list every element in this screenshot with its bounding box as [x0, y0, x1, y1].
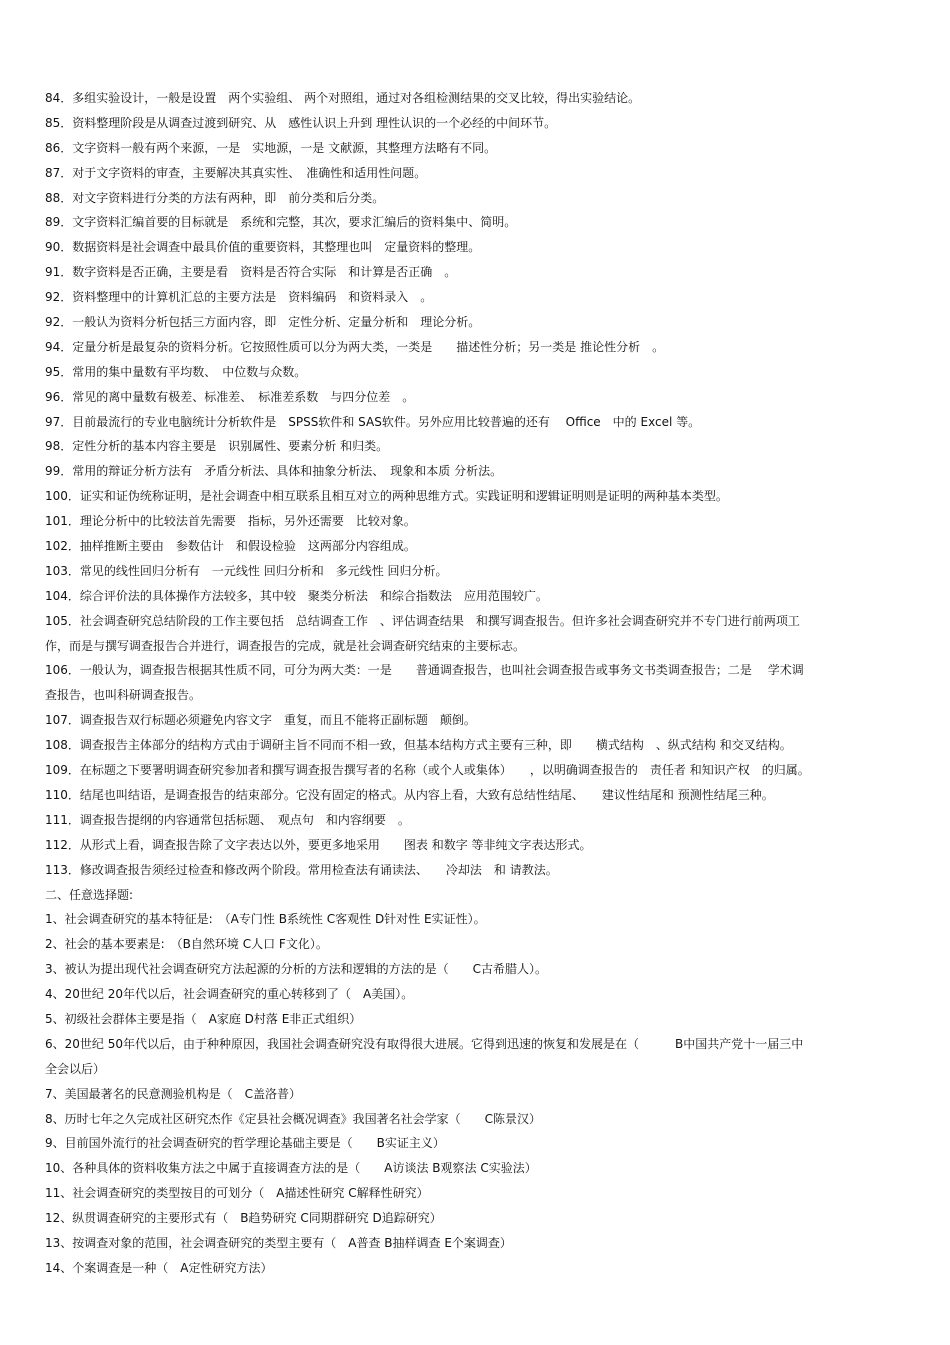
text-line: 102．抽样推断主要由 参数估计 和假设检验 这两部分内容组成。 — [45, 539, 416, 554]
text-line: 8、历时七年之久完成社区研究杰作《定县社会概况调查》我国著名社会学家（ C陈景汉） — [45, 1111, 542, 1126]
text-line: 109．在标题之下要署明调查研究参加者和撰写调查报告撰写者的名称（或个人或集体） ，以明确调查报告的 责任者 和知识产权 的归属。 — [45, 763, 810, 778]
text-line: 100．证实和证伪统称证明，是社会调查中相互联系且相互对立的两种思维方式。实践证明和逻辑证明则是证明的两种基本类型。 — [45, 489, 728, 504]
text-line: 92．一般认为资料分析包括三方面内容，即 定性分析、定量分析和 理论分析。 — [45, 315, 481, 330]
text-line: 查报告，也叫科研调查报告。 — [45, 688, 202, 703]
text-line: 二、任意选择题: — [45, 887, 134, 902]
text-line: 14、个案调查是一种（ A定性研究方法） — [45, 1260, 273, 1275]
document-body — [45, 86, 907, 1281]
text-line: 3、被认为提出现代社会调查研究方法起源的分析的方法和逻辑的方法的是（ C古希腊人）。 — [45, 962, 548, 977]
text-line: 作，而是与撰写调查报告合并进行，调查报告的完成，就是社会调查研究结束的主要标志。 — [45, 638, 526, 653]
text-line: 4、20世纪 20年代以后，社会调查研究的重心转移到了（ A美国）。 — [45, 987, 414, 1002]
text-line: 106．一般认为，调查报告根据其性质不同，可分为两大类：一是 普通调查报告，也叫社会调查报告或事务文书类调查报告；二是 学术调 — [45, 663, 804, 678]
text-line: 87．对于文字资料的审查，主要解决其真实性、 准确性和适用性问题。 — [45, 165, 427, 180]
text-line: 90．数据资料是社会调查中最具价值的重要资料，其整理也叫 定量资料的整理。 — [45, 240, 481, 255]
text-line: 104．综合评价法的具体操作方法较多，其中较 聚类分析法 和综合指数法 应用范围较广。 — [45, 588, 548, 603]
text-line: 107．调查报告双行标题必须避免内容文字 重复，而且不能将正副标题 颠倒。 — [45, 713, 476, 728]
text-line: 97．目前最流行的专业电脑统计分析软件是 SPSS软件和 SAS软件。另外应用比较普遍的还有 Office 中的 Excel 等。 — [45, 414, 701, 429]
text-line: 13、按调查对象的范围，社会调查研究的类型主要有（ A普查 B抽样调查 E个案调查） — [45, 1235, 512, 1250]
text-line: 96．常见的离中量数有极差、标准差、 标准差系数 与四分位差 。 — [45, 389, 415, 404]
text-line: 98．定性分析的基本内容主要是 识别属性、要素分析 和归类。 — [45, 439, 389, 454]
text-line: 101．理论分析中的比较法首先需要 指标，另外还需要 比较对象。 — [45, 514, 416, 529]
text-line: 88．对文字资料进行分类的方法有两种，即 前分类和后分类。 — [45, 190, 385, 205]
text-line: 6、20世纪 50年代以后，由于种种原因，我国社会调查研究没有取得很大进展。它得到迅速的恢复和发展是在（ B中国共产党十一届三中 — [45, 1036, 804, 1051]
text-line: 91．数字资料是否正确，主要是看 资料是否符合实际 和计算是否正确 。 — [45, 265, 457, 280]
text-line: 2、社会的基本要素是: （B自然环境 C人口 F文化）。 — [45, 937, 328, 952]
text-line: 111．调查报告提纲的内容通常包括标题、 观点句 和内容纲要 。 — [45, 812, 410, 827]
text-line: 5、初级社会群体主要是指（ A家庭 D村落 E非正式组织） — [45, 1011, 362, 1026]
text-line: 11、社会调查研究的类型按目的可划分（ A描述性研究 C解释性研究） — [45, 1186, 429, 1201]
text-line: 112．从形式上看，调查报告除了文字表达以外，要更多地采用 图表 和数字 等非纯文字表达形式。 — [45, 837, 592, 852]
text-line: 10、各种具体的资料收集方法之中属于直接调查方法的是（ A访谈法 B观察法 C实验法） — [45, 1161, 537, 1176]
text-line: 92．资料整理中的计算机汇总的主要方法是 资料编码 和资料录入 。 — [45, 290, 433, 305]
text-line: 86．文字资料一般有两个来源，一是 实地源，一是 文献源，其整理方法略有不同。 — [45, 140, 497, 155]
text-line: 95．常用的集中量数有平均数、 中位数与众数。 — [45, 364, 307, 379]
text-line: 105．社会调查研究总结阶段的工作主要包括 总结调查工作 、评估调查结果 和撰写调查报告。但许多社会调查研究并不专门进行前两项工 — [45, 613, 800, 628]
text-line: 85．资料整理阶段是从调查过渡到研究、从 感性认识上升到 理性认识的一个必经的中间环节。 — [45, 115, 557, 130]
text-line: 108．调查报告主体部分的结构方式由于调研主旨不同而不相一致，但基本结构方式主要有三种，即 横式结构 、纵式结构 和交叉结构。 — [45, 738, 792, 753]
text-line: 7、美国最著名的民意测验机构是（ C盖洛普） — [45, 1086, 302, 1101]
text-line: 103．常见的线性回归分析有 一元线性 回归分析和 多元线性 回归分析。 — [45, 563, 448, 578]
text-line: 1、社会调查研究的基本特征是: （A专门性 B系统性 C客观性 D针对性 E实证性）。 — [45, 912, 486, 927]
text-line: 99．常用的辩证分析方法有 矛盾分析法、具体和抽象分析法、 现象和本质 分析法。 — [45, 464, 503, 479]
text-line: 9、目前国外流行的社会调查研究的哲学理论基础主要是（ B实证主义） — [45, 1136, 445, 1151]
text-line: 全会以后） — [45, 1061, 106, 1076]
text-line: 94．定量分析是最复杂的资料分析。它按照性质可以分为两大类，一类是 描述性分析；另一类是 推论性分析 。 — [45, 339, 665, 354]
text-line: 12、纵贯调查研究的主要形式有（ B趋势研究 C同期群研究 D追踪研究） — [45, 1211, 442, 1226]
text-line: 110．结尾也叫结语，是调查报告的结束部分。它没有固定的格式。从内容上看，大致有总结性结尾、 建议性结尾和 预测性结尾三种。 — [45, 787, 774, 802]
text-line: 113．修改调查报告须经过检查和修改两个阶段。常用检查法有诵读法、 冷却法 和 请教法。 — [45, 862, 558, 877]
text-line: 89．文字资料汇编首要的目标就是 系统和完整，其次，要求汇编后的资料集中、简明。 — [45, 215, 517, 230]
text-line: 84．多组实验设计，一般是设置 两个实验组、 两个对照组，通过对各组检测结果的交叉比较，得出实验结论。 — [45, 91, 641, 105]
